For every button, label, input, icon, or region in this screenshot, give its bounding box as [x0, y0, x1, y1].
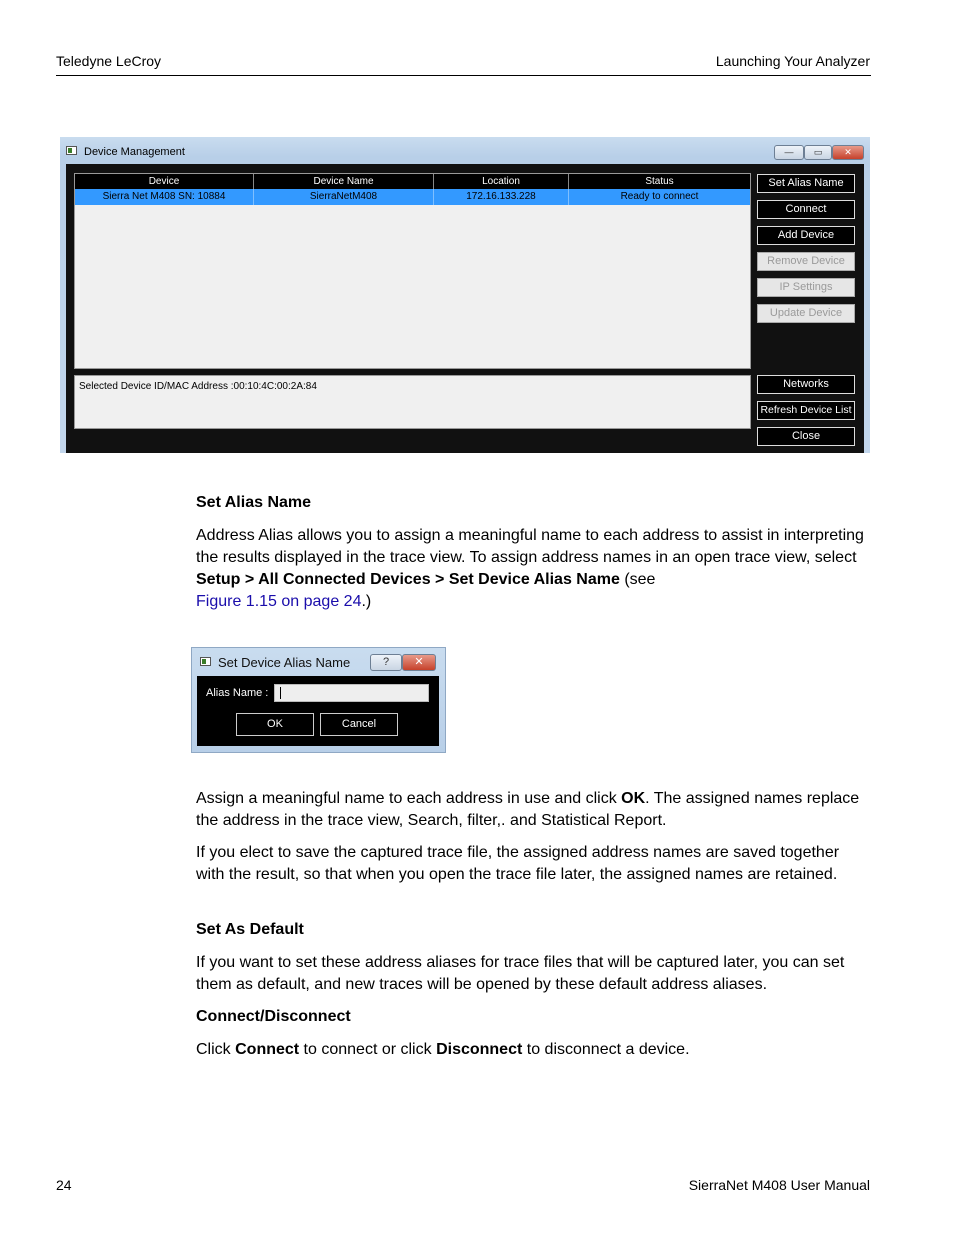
update-device-button[interactable]: Update Device [757, 304, 855, 323]
paragraph-connect [196, 1039, 866, 1061]
column-header[interactable]: Location [434, 174, 569, 189]
paragraph-set-default: If you want to set these address aliases for trace files that will be captured later, you can set them as default, and new traces will be opened by these default address aliases. [196, 954, 845, 993]
text: to connect or click [299, 1041, 437, 1058]
dialog-title: Set Device Alias Name [218, 655, 351, 670]
ip-settings-button[interactable]: IP Settings [757, 278, 855, 297]
text: . The assigned names replace the address in the trace view, Search, filter,. and Statistical Report. [196, 790, 860, 829]
header-rule [56, 75, 871, 76]
window-icon [200, 657, 211, 666]
cell-location: 172.16.133.228 [434, 189, 569, 205]
figure-link[interactable]: Figure 1.15 on page 24 [196, 593, 362, 610]
cell-device: Sierra Net M408 SN: 10884 [75, 189, 254, 205]
set-alias-name-button[interactable]: Set Alias Name [757, 174, 855, 193]
refresh-device-list-button[interactable]: Refresh Device List [757, 401, 855, 420]
selected-device-info: Selected Device ID/MAC Address :00:10:4C:00:2A:84 [74, 375, 751, 429]
heading-set-as-default: Set As Default [196, 921, 304, 938]
maximize-icon[interactable]: ▭ [804, 145, 832, 160]
window-body [66, 164, 864, 453]
menu-path: Setup > All Connected Devices > Set Device Alias Name [196, 571, 620, 588]
alias-name-input[interactable] [274, 684, 429, 702]
ok-button[interactable]: OK [236, 713, 314, 736]
page-number: 24 [56, 1177, 72, 1193]
column-header[interactable]: Device Name [254, 174, 434, 189]
paragraph-save-trace: If you elect to save the captured trace file, the assigned address names are saved together with the result, so that when you open the trace file later, the assigned names are retained. [196, 844, 840, 883]
connect-button[interactable]: Connect [757, 200, 855, 219]
cell-status: Ready to connect [620, 191, 699, 202]
connect-term: Connect [235, 1041, 300, 1058]
text: Click [196, 1041, 236, 1058]
help-icon[interactable]: ? [370, 654, 402, 671]
close-icon[interactable]: ✕ [402, 654, 436, 671]
header-chapter: Launching Your Analyzer [715, 53, 870, 69]
minimize-icon[interactable]: — [774, 145, 804, 160]
text: (see [619, 571, 656, 588]
dialog-body [197, 676, 439, 746]
device-table [74, 173, 751, 369]
text: Assign a meaningful name to each address in use and click [196, 790, 622, 807]
text: Address Alias allows you to assign a meaningful name to each address to assist in interpreting the results displayed in the trace view. To assign address names in an open trace view, select [196, 527, 864, 566]
footer-manual-title: SierraNet M408 User Manual [688, 1177, 870, 1193]
ok-term: OK [621, 790, 646, 807]
disconnect-term: Disconnect [436, 1041, 523, 1058]
close-icon[interactable]: ✕ [832, 145, 864, 160]
remove-device-button[interactable]: Remove Device [757, 252, 855, 271]
text: .) [361, 593, 372, 610]
paragraph-assign-names [196, 788, 866, 832]
column-header[interactable]: Status [645, 176, 674, 187]
networks-button[interactable]: Networks [757, 375, 855, 394]
alias-name-label: Alias Name : [206, 687, 269, 699]
close-button[interactable]: Close [757, 427, 855, 446]
heading-set-alias-name: Set Alias Name [196, 494, 312, 511]
cell-device-name: SierraNetM408 [254, 189, 434, 205]
header-company: Teledyne LeCroy [56, 53, 162, 69]
add-device-button[interactable]: Add Device [757, 226, 855, 245]
column-header[interactable]: Device [75, 174, 254, 189]
window-icon [66, 146, 77, 155]
text: to disconnect a device. [522, 1041, 690, 1058]
device-management-window [60, 137, 870, 453]
set-device-alias-dialog [191, 647, 446, 753]
table-row[interactable] [75, 189, 750, 205]
paragraph-address-alias [196, 525, 866, 613]
window-title: Device Management [84, 146, 185, 158]
heading-connect-disconnect: Connect/Disconnect [196, 1008, 351, 1025]
table-header [75, 174, 750, 189]
cancel-button[interactable]: Cancel [320, 713, 398, 736]
